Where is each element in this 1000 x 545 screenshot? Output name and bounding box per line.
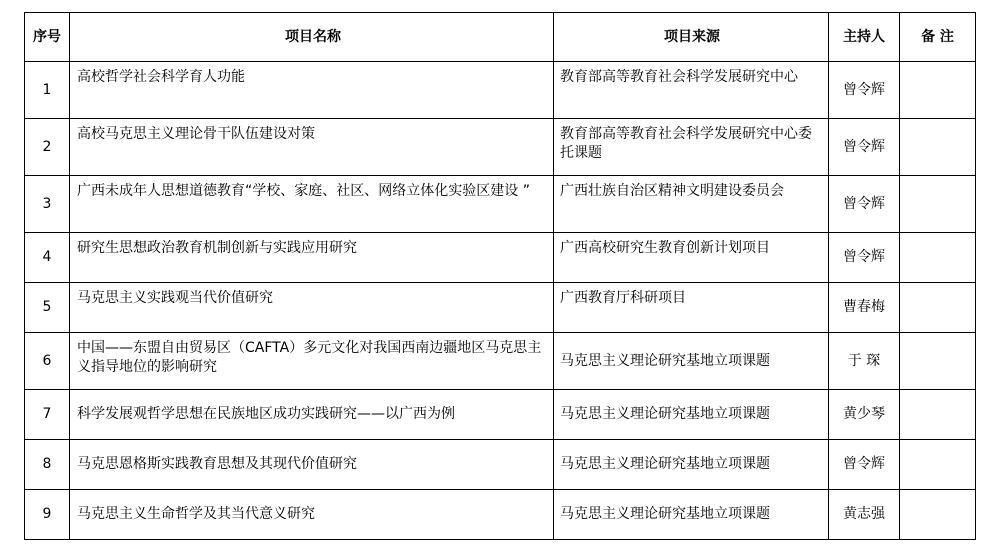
- table-row: [25, 62, 976, 119]
- cell-host: 黄少琴: [829, 390, 900, 440]
- cell-note: [900, 233, 976, 283]
- header-host: 主持人: [829, 13, 900, 62]
- cell-name: 研究生思想政治教育机制创新与实践应用研究: [77, 240, 357, 256]
- cell-source: 马克思主义理论研究基地立项课题: [554, 490, 829, 540]
- cell-source: 马克思主义理论研究基地立项课题: [554, 333, 829, 390]
- cell-host: 曹春梅: [829, 283, 900, 333]
- table-row: [25, 333, 976, 390]
- projects-table: [24, 12, 976, 540]
- cell-seq: 3: [25, 176, 70, 233]
- header-name: 项目名称: [70, 13, 554, 62]
- cell-host: 曾令辉: [829, 440, 900, 490]
- cell-seq: 9: [25, 490, 70, 540]
- cell-source: 广西教育厅科研项目: [560, 290, 686, 306]
- cell-name: 中国——东盟自由贸易区（CAFTA）多元文化对我国西南边疆地区马克思主义指导地位的影响研究: [77, 340, 542, 375]
- cell-source: 广西壮族自治区精神文明建设委员会: [560, 183, 784, 199]
- cell-name: 高校哲学社会科学育人功能: [77, 69, 245, 85]
- cell-source: 马克思主义理论研究基地立项课题: [554, 440, 829, 490]
- cell-name: 高校马克思主义理论骨干队伍建设对策: [77, 126, 315, 142]
- cell-seq: 1: [25, 62, 70, 119]
- cell-seq: 5: [25, 283, 70, 333]
- cell-note: [900, 62, 976, 119]
- cell-seq: 7: [25, 390, 70, 440]
- cell-note: [900, 283, 976, 333]
- table-row: [25, 233, 976, 283]
- cell-name: 马克思主义生命哲学及其当代意义研究: [70, 490, 554, 540]
- cell-seq: 2: [25, 119, 70, 176]
- cell-host: 黄志强: [829, 490, 900, 540]
- cell-seq: 6: [25, 333, 70, 390]
- cell-note: [900, 176, 976, 233]
- table-row: [25, 490, 976, 540]
- cell-seq: 8: [25, 440, 70, 490]
- header-row: [25, 13, 976, 62]
- cell-note: [900, 333, 976, 390]
- cell-host: 曾令辉: [829, 119, 900, 176]
- cell-seq: 4: [25, 233, 70, 283]
- cell-host: 曾令辉: [829, 233, 900, 283]
- cell-host: 于 琛: [829, 333, 900, 390]
- cell-note: [900, 490, 976, 540]
- cell-note: [900, 390, 976, 440]
- cell-host: 曾令辉: [829, 62, 900, 119]
- table-row: [25, 119, 976, 176]
- cell-source: 马克思主义理论研究基地立项课题: [554, 390, 829, 440]
- cell-note: [900, 119, 976, 176]
- cell-name: 广西未成年人思想道德教育“学校、家庭、社区、网络立体化实验区建设 ”: [77, 183, 530, 199]
- cell-name: 马克思恩格斯实践教育思想及其现代价值研究: [70, 440, 554, 490]
- header-source: 项目来源: [554, 13, 829, 62]
- header-seq: 序号: [25, 13, 70, 62]
- cell-name: 科学发展观哲学思想在民族地区成功实践研究——以广西为例: [70, 390, 554, 440]
- cell-host: 曾令辉: [829, 176, 900, 233]
- cell-name: 马克思主义实践观当代价值研究: [77, 290, 273, 306]
- table-row: [25, 283, 976, 333]
- table-row: [25, 390, 976, 440]
- header-note: 备 注: [900, 13, 976, 62]
- cell-source: 教育部高等教育社会科学发展研究中心委托课题: [560, 126, 812, 161]
- cell-note: [900, 440, 976, 490]
- cell-source: 教育部高等教育社会科学发展研究中心: [560, 69, 798, 85]
- table-row: [25, 176, 976, 233]
- cell-source: 广西高校研究生教育创新计划项目: [560, 240, 770, 256]
- table-row: [25, 440, 976, 490]
